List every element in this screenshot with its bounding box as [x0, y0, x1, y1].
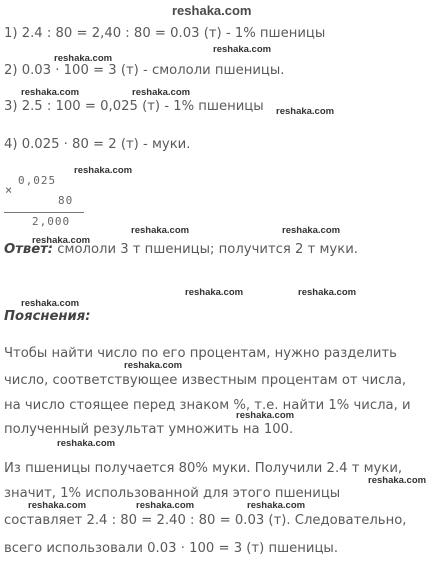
watermark: reshaka.com [136, 500, 195, 511]
explanation-heading: Пояснения: [4, 309, 91, 324]
explanation-line-8: всего использовали 0.03 · 100 = 3 (т) пшеницы. [4, 541, 339, 556]
answer-text: смололи 3 т пшеницы; получится 2 т муки. [53, 242, 358, 257]
watermark: reshaka.com [28, 500, 87, 511]
calc-divider [4, 212, 84, 213]
watermark: reshaka.com [32, 235, 91, 246]
calc-row1: 0,025 [18, 174, 57, 187]
watermark: reshaka.com [54, 53, 113, 64]
calc-result: 2,000 [32, 215, 71, 228]
watermark: reshaka.com [368, 475, 427, 486]
watermark: reshaka.com [132, 87, 191, 98]
watermark: reshaka.com [247, 500, 306, 511]
step-1: 1) 2.4 : 80 = 2,40 : 80 = 0.03 (т) - 1% пшеницы [4, 26, 326, 41]
watermark-top: reshaka.com [172, 3, 252, 18]
explanation-line-7: составляет 2.4 : 80 = 2.40 : 80 = 0.03 (т). Следовательно, [4, 513, 407, 528]
watermark: reshaka.com [282, 225, 341, 236]
step-2: 2) 0.03 · 100 = 3 (т) - смололи пшеницы. [4, 63, 285, 78]
watermark: reshaka.com [124, 360, 183, 371]
watermark: reshaka.com [131, 225, 190, 236]
explanation-line-3: на число стоящее перед знаком %, т.е. найти 1% числа, и [4, 398, 411, 413]
watermark: reshaka.com [213, 44, 272, 55]
watermark: reshaka.com [276, 106, 335, 117]
watermark: reshaka.com [298, 287, 357, 298]
watermark: reshaka.com [21, 87, 80, 98]
step-4: 4) 0.025 · 80 = 2 (т) - муки. [4, 137, 191, 152]
explanation-line-5: Из пшеницы получается 80% муки. Получили 2.4 т муки, [4, 461, 403, 476]
watermark: reshaka.com [21, 298, 80, 309]
explanation-line-6: значит, 1% использованной для этого пшеницы [4, 486, 341, 501]
calc-sign: × [5, 183, 14, 197]
explanation-line-1: Чтобы найти число по его процентам, нужно разделить [4, 346, 397, 361]
watermark: reshaka.com [185, 287, 244, 298]
watermark: reshaka.com [74, 165, 133, 176]
watermark: reshaka.com [236, 410, 295, 421]
step-3: 3) 2.5 : 100 = 0,025 (т) - 1% пшеницы [4, 99, 264, 114]
calc-row2: 80 [58, 194, 74, 207]
watermark: reshaka.com [57, 438, 116, 449]
explanation-line-2: число, соответствующее известным процентам от числа, [4, 373, 407, 388]
explanation-line-4: полученный результат умножить на 100. [4, 422, 294, 437]
answer-label: Ответ: [4, 242, 54, 257]
